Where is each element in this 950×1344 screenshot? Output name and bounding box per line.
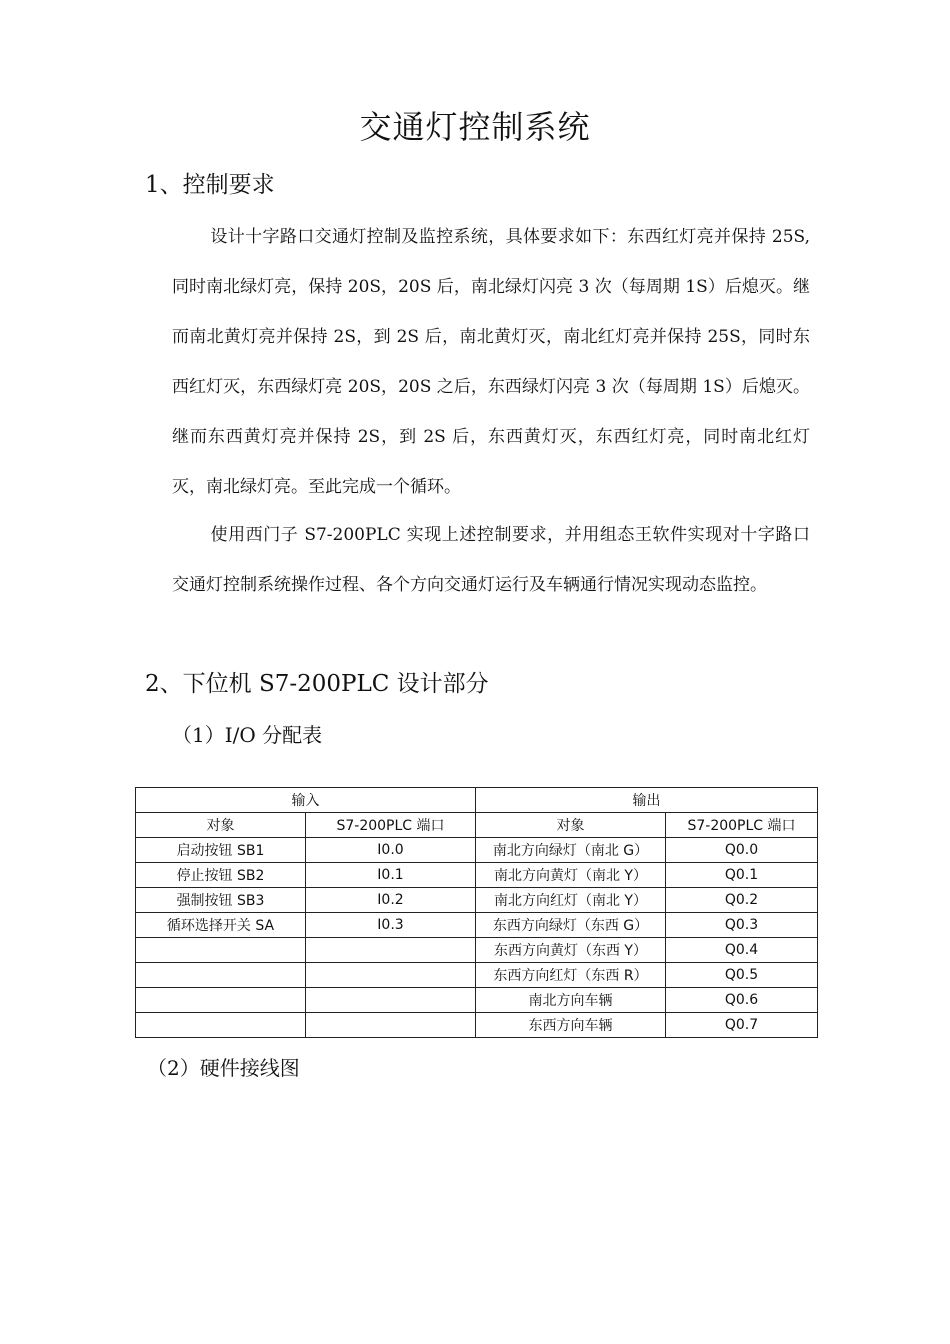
input-port-cell [306, 938, 476, 963]
input-port-cell [306, 988, 476, 1013]
output-object-cell: 东西方向黄灯（东西 Y） [476, 938, 666, 963]
table-row [136, 888, 818, 913]
output-port-cell: Q0.4 [666, 938, 818, 963]
input-object-cell [136, 938, 306, 963]
subheading-wiring-diagram: （2）硬件接线图 [147, 1056, 300, 1080]
requirements-paragraph [172, 212, 810, 512]
page-title: 交通灯控制系统 [359, 108, 591, 146]
output-port-cell: Q0.3 [666, 913, 818, 938]
requirements-text: 设计十字路口交通灯控制及监控系统，具体要求如下：东西红灯亮并保持 25S,同时南北绿灯亮，保持 20S，20S 后，南北绿灯闪亮 3 次（每周期 1S）后熄灭。继而南北黄灯亮并保持 2S，到 2S 后，南北黄灯灭，南北红灯亮并保持 25S，同时东西红灯灭，东西绿灯亮 20S，20S 之后，东西绿灯闪亮 3 次（每周期 1S）后熄灭。继而东西黄灯亮并保持 2S，到 2S 后，东西黄灯灭，东西红灯亮，同时南北红灯灭，南北绿灯亮。至此完成一个循环。 [172, 227, 810, 497]
input-object-cell [136, 1013, 306, 1038]
io-assignment-table [135, 787, 818, 1038]
table-row [136, 938, 818, 963]
output-object-cell: 东西方向绿灯（东西 G） [476, 913, 666, 938]
column-header: S7-200PLC 端口 [306, 813, 476, 838]
table-row [136, 1013, 818, 1038]
output-port-cell: Q0.0 [666, 838, 818, 863]
input-port-cell: I0.1 [306, 863, 476, 888]
input-port-cell: I0.3 [306, 913, 476, 938]
implementation-text: 使用西门子 S7-200PLC 实现上述控制要求，并用组态王软件实现对十字路口交通灯控制系统操作过程、各个方向交通灯运行及车辆通行情况实现动态监控。 [172, 525, 810, 595]
column-header: 对象 [476, 813, 666, 838]
table-row [136, 863, 818, 888]
column-header: 对象 [136, 813, 306, 838]
table-row [136, 838, 818, 863]
input-object-cell: 循环选择开关 SA [136, 913, 306, 938]
column-header: S7-200PLC 端口 [666, 813, 818, 838]
output-object-cell: 东西方向车辆 [476, 1013, 666, 1038]
section-heading-plc-design: 2、下位机 S7-200PLC 设计部分 [145, 671, 489, 697]
output-object-cell: 南北方向车辆 [476, 988, 666, 1013]
output-object-cell: 南北方向黄灯（南北 Y） [476, 863, 666, 888]
output-port-cell: Q0.2 [666, 888, 818, 913]
subheading-io-table: （1）I/O 分配表 [172, 723, 323, 747]
input-port-cell [306, 1013, 476, 1038]
input-port-cell: I0.0 [306, 838, 476, 863]
output-object-cell: 南北方向绿灯（南北 G） [476, 838, 666, 863]
input-object-cell: 停止按钮 SB2 [136, 863, 306, 888]
input-object-cell: 强制按钮 SB3 [136, 888, 306, 913]
output-port-cell: Q0.5 [666, 963, 818, 988]
implementation-paragraph [172, 510, 810, 610]
output-port-cell: Q0.6 [666, 988, 818, 1013]
table-row [136, 913, 818, 938]
input-object-cell: 启动按钮 SB1 [136, 838, 306, 863]
table-group-header-row [136, 788, 818, 813]
table-column-header-row [136, 813, 818, 838]
input-port-cell [306, 963, 476, 988]
output-object-cell: 东西方向红灯（东西 R） [476, 963, 666, 988]
group-header-input: 输入 [136, 788, 476, 813]
input-object-cell [136, 963, 306, 988]
group-header-output: 输出 [476, 788, 818, 813]
input-port-cell: I0.2 [306, 888, 476, 913]
table-row [136, 988, 818, 1013]
section-heading-control-requirements: 1、控制要求 [145, 172, 275, 198]
table-row [136, 963, 818, 988]
input-object-cell [136, 988, 306, 1013]
output-port-cell: Q0.1 [666, 863, 818, 888]
output-port-cell: Q0.7 [666, 1013, 818, 1038]
output-object-cell: 南北方向红灯（南北 Y） [476, 888, 666, 913]
